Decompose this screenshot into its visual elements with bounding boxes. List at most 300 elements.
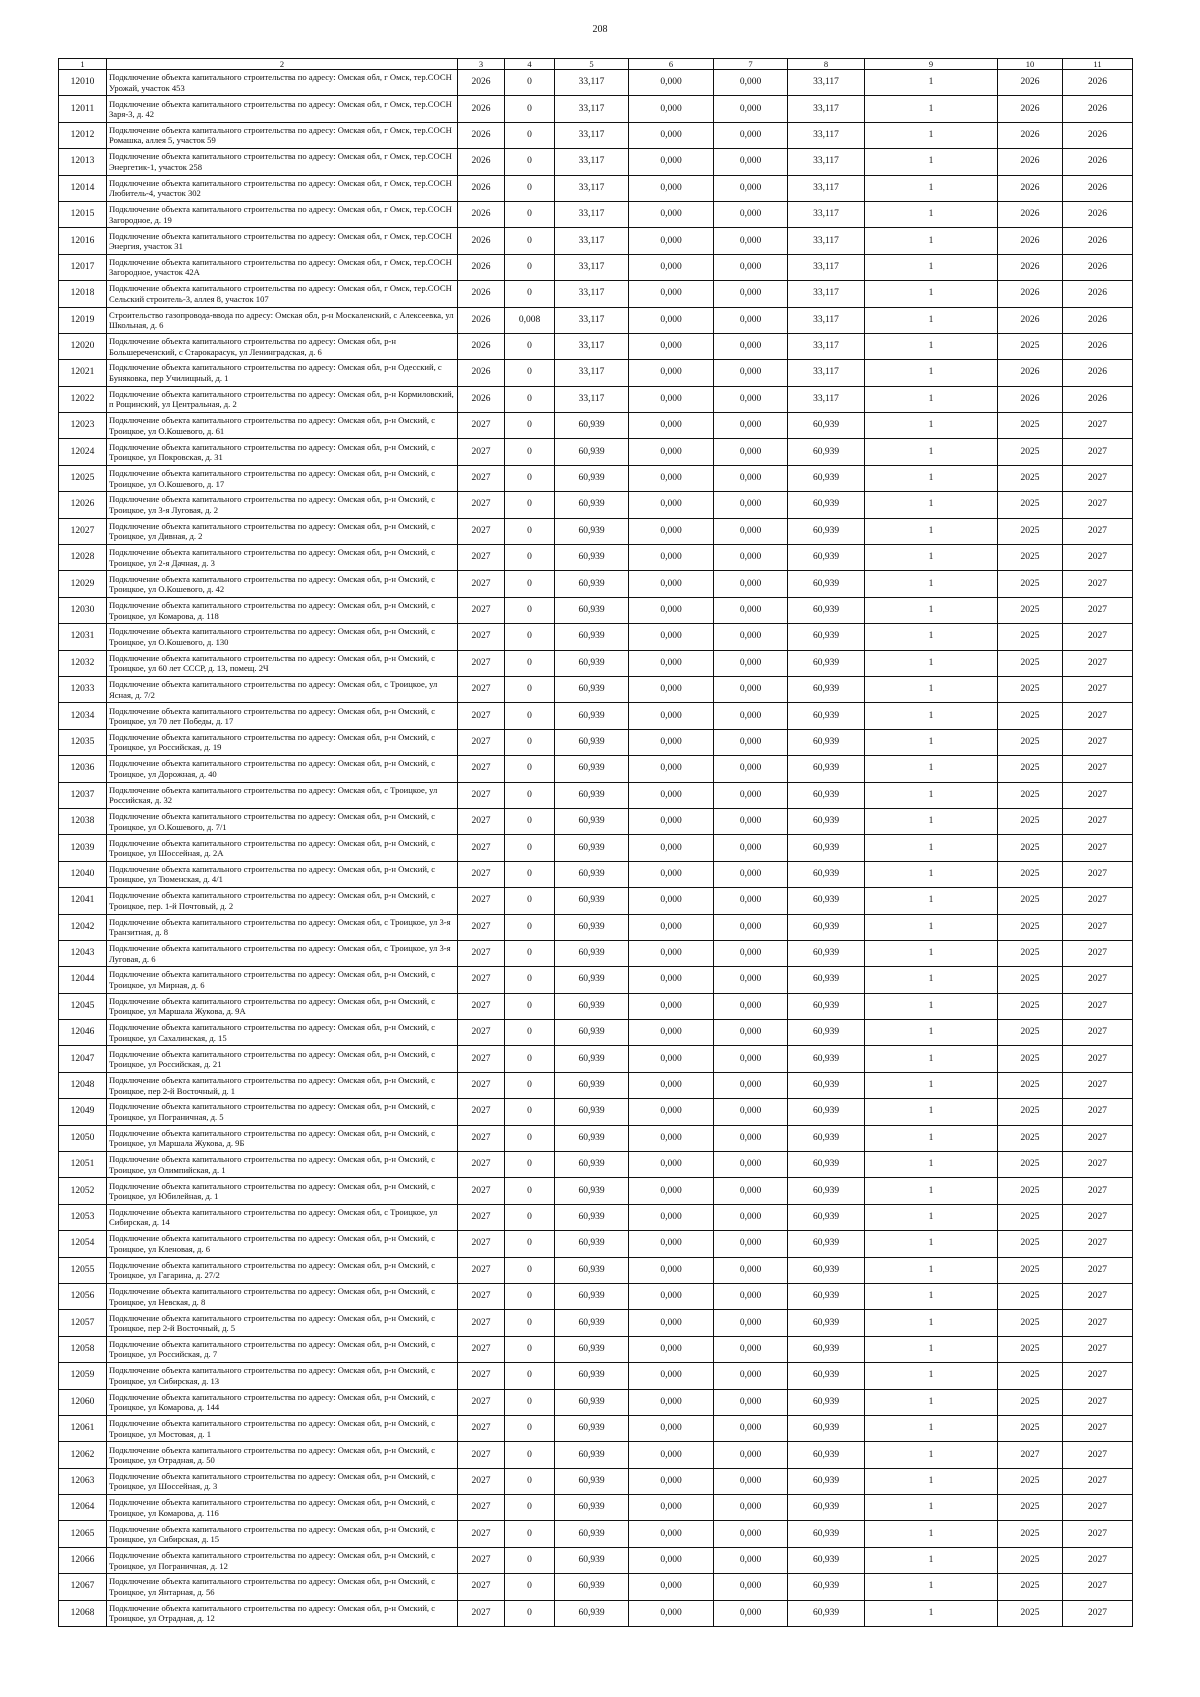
value-cell: 2025 <box>998 1257 1063 1283</box>
value-cell: 1 <box>865 228 998 254</box>
value-cell: 0,000 <box>714 1020 788 1046</box>
row-number-cell: 12024 <box>59 439 107 465</box>
value-cell: 0,000 <box>714 624 788 650</box>
value-cell: 0 <box>505 756 555 782</box>
value-cell: 2027 <box>1063 571 1133 597</box>
value-cell: 0 <box>505 122 555 148</box>
value-cell: 2027 <box>1063 914 1133 940</box>
row-number-cell: 12062 <box>59 1442 107 1468</box>
description-cell: Подключение объекта капитального строительства по адресу: Омская обл, р-н Омский, с Троицкое, ул Сибирская, д. 15 <box>107 1521 458 1547</box>
value-cell: 2026 <box>1063 281 1133 307</box>
value-cell: 0,000 <box>714 1495 788 1521</box>
value-cell: 2026 <box>998 254 1063 280</box>
row-number-cell: 12052 <box>59 1178 107 1204</box>
value-cell: 2025 <box>998 1204 1063 1230</box>
value-cell: 0 <box>505 1310 555 1336</box>
value-cell: 2027 <box>1063 676 1133 702</box>
table-row <box>59 149 1133 175</box>
value-cell: 0 <box>505 333 555 359</box>
value-cell: 60,939 <box>788 1046 865 1072</box>
description-cell: Подключение объекта капитального строительства по адресу: Омская обл, р-н Омский, с Троицкое, ул Шоссейная, д. 3 <box>107 1468 458 1494</box>
value-cell: 60,939 <box>555 888 629 914</box>
value-cell: 0 <box>505 650 555 676</box>
value-cell: 60,939 <box>788 729 865 755</box>
value-cell: 0,000 <box>629 967 714 993</box>
value-cell: 1 <box>865 465 998 491</box>
value-cell: 0,008 <box>505 307 555 333</box>
value-cell: 33,117 <box>788 228 865 254</box>
row-number-cell: 12025 <box>59 465 107 491</box>
value-cell: 60,939 <box>555 492 629 518</box>
value-cell: 2027 <box>1063 1363 1133 1389</box>
value-cell: 2025 <box>998 1152 1063 1178</box>
value-cell: 0,000 <box>714 940 788 966</box>
value-cell: 0,000 <box>629 940 714 966</box>
value-cell: 60,939 <box>788 650 865 676</box>
value-cell: 2027 <box>458 1574 505 1600</box>
value-cell: 2025 <box>998 1046 1063 1072</box>
description-cell: Подключение объекта капитального строительства по адресу: Омская обл, р-н Омский, с Троицкое, ул Дорожная, д. 40 <box>107 756 458 782</box>
row-number-cell: 12057 <box>59 1310 107 1336</box>
value-cell: 2025 <box>998 782 1063 808</box>
value-cell: 60,939 <box>788 1072 865 1098</box>
value-cell: 2025 <box>998 703 1063 729</box>
value-cell: 2027 <box>458 835 505 861</box>
value-cell: 60,939 <box>555 1283 629 1309</box>
value-cell: 2027 <box>1063 1468 1133 1494</box>
description-cell: Подключение объекта капитального строительства по адресу: Омская обл, г Омск, тер.СОСН Загородное, участок 42А <box>107 254 458 280</box>
value-cell: 0,000 <box>629 624 714 650</box>
value-cell: 2025 <box>998 835 1063 861</box>
value-cell: 60,939 <box>555 1468 629 1494</box>
description-cell: Подключение объекта капитального строительства по адресу: Омская обл, р-н Омский, с Троицкое, ул 60 лет СССР, д. 13, помещ. 2Ч <box>107 650 458 676</box>
value-cell: 2025 <box>998 1415 1063 1441</box>
value-cell: 0,000 <box>714 492 788 518</box>
value-cell: 2025 <box>998 1099 1063 1125</box>
value-cell: 2027 <box>458 571 505 597</box>
value-cell: 0,000 <box>629 914 714 940</box>
value-cell: 2026 <box>998 228 1063 254</box>
description-cell: Подключение объекта капитального строительства по адресу: Омская обл, р-н Омский, с Троицкое, ул Отрадная, д. 50 <box>107 1442 458 1468</box>
value-cell: 60,939 <box>555 967 629 993</box>
value-cell: 2027 <box>1063 1072 1133 1098</box>
value-cell: 2026 <box>998 149 1063 175</box>
value-cell: 0 <box>505 676 555 702</box>
value-cell: 2027 <box>458 1257 505 1283</box>
description-cell: Подключение объекта капитального строительства по адресу: Омская обл, р-н Омский, с Троицкое, ул Отрадная, д. 12 <box>107 1600 458 1626</box>
row-number-cell: 12037 <box>59 782 107 808</box>
value-cell: 60,939 <box>788 1336 865 1362</box>
value-cell: 0,000 <box>629 1389 714 1415</box>
value-cell: 1 <box>865 1600 998 1626</box>
value-cell: 0 <box>505 1468 555 1494</box>
value-cell: 2026 <box>458 281 505 307</box>
row-number-cell: 12011 <box>59 96 107 122</box>
value-cell: 2025 <box>998 756 1063 782</box>
value-cell: 0,000 <box>629 756 714 782</box>
value-cell: 0,000 <box>629 993 714 1019</box>
table-row <box>59 914 1133 940</box>
value-cell: 0 <box>505 1442 555 1468</box>
value-cell: 2026 <box>458 96 505 122</box>
value-cell: 2027 <box>458 1600 505 1626</box>
value-cell: 0 <box>505 201 555 227</box>
value-cell: 1 <box>865 545 998 571</box>
value-cell: 2027 <box>1063 967 1133 993</box>
description-cell: Подключение объекта капитального строительства по адресу: Омская обл, г Омск, тер.СОСН Ромашка, аллея 5, участок 59 <box>107 122 458 148</box>
value-cell: 60,939 <box>555 413 629 439</box>
description-cell: Подключение объекта капитального строительства по адресу: Омская обл, г Омск, тер.СОСН Энергетик-1, участок 258 <box>107 149 458 175</box>
row-number-cell: 12033 <box>59 676 107 702</box>
value-cell: 2027 <box>458 545 505 571</box>
value-cell: 0 <box>505 729 555 755</box>
description-cell: Подключение объекта капитального строительства по адресу: Омская обл, р-н Омский, с Троицкое, ул Сибирская, д. 13 <box>107 1363 458 1389</box>
value-cell: 60,939 <box>788 782 865 808</box>
value-cell: 60,939 <box>788 703 865 729</box>
table-row <box>59 1468 1133 1494</box>
value-cell: 60,939 <box>788 465 865 491</box>
value-cell: 0 <box>505 96 555 122</box>
value-cell: 33,117 <box>788 96 865 122</box>
table-body <box>59 70 1133 1627</box>
value-cell: 0,000 <box>714 597 788 623</box>
value-cell: 2027 <box>1063 1204 1133 1230</box>
value-cell: 60,939 <box>788 1415 865 1441</box>
value-cell: 0,000 <box>714 703 788 729</box>
value-cell: 2026 <box>1063 201 1133 227</box>
value-cell: 2025 <box>998 861 1063 887</box>
value-cell: 2027 <box>458 1547 505 1573</box>
value-cell: 2025 <box>998 1072 1063 1098</box>
value-cell: 60,939 <box>555 1574 629 1600</box>
value-cell: 60,939 <box>555 1521 629 1547</box>
value-cell: 0,000 <box>714 201 788 227</box>
value-cell: 0 <box>505 782 555 808</box>
description-cell: Подключение объекта капитального строительства по адресу: Омская обл, р-н Омский, с Троицкое, ул Гагарина, д. 27/2 <box>107 1257 458 1283</box>
value-cell: 0 <box>505 940 555 966</box>
value-cell: 2025 <box>998 1363 1063 1389</box>
value-cell: 0,000 <box>714 1152 788 1178</box>
table-row <box>59 70 1133 96</box>
value-cell: 2027 <box>458 597 505 623</box>
value-cell: 0,000 <box>714 1363 788 1389</box>
value-cell: 2027 <box>458 756 505 782</box>
value-cell: 0,000 <box>714 1099 788 1125</box>
table-row <box>59 1099 1133 1125</box>
value-cell: 60,939 <box>555 1152 629 1178</box>
value-cell: 60,939 <box>555 1178 629 1204</box>
value-cell: 0,000 <box>714 914 788 940</box>
value-cell: 60,939 <box>788 1574 865 1600</box>
value-cell: 60,939 <box>788 1099 865 1125</box>
value-cell: 1 <box>865 756 998 782</box>
value-cell: 60,939 <box>555 1363 629 1389</box>
table-row <box>59 1283 1133 1309</box>
value-cell: 60,939 <box>555 756 629 782</box>
value-cell: 1 <box>865 1495 998 1521</box>
value-cell: 1 <box>865 439 998 465</box>
value-cell: 0,000 <box>629 1310 714 1336</box>
value-cell: 2027 <box>1063 439 1133 465</box>
description-cell: Подключение объекта капитального строительства по адресу: Омская обл, р-н Омский, с Троицкое, ул Янтарная, д. 56 <box>107 1574 458 1600</box>
value-cell: 0,000 <box>714 465 788 491</box>
value-cell: 0,000 <box>714 439 788 465</box>
value-cell: 2027 <box>1063 703 1133 729</box>
table-header <box>59 59 1133 70</box>
value-cell: 0,000 <box>629 1152 714 1178</box>
value-cell: 0 <box>505 413 555 439</box>
table-row <box>59 1336 1133 1362</box>
value-cell: 60,939 <box>555 650 629 676</box>
row-number-cell: 12060 <box>59 1389 107 1415</box>
value-cell: 2027 <box>1063 1046 1133 1072</box>
value-cell: 0,000 <box>629 1125 714 1151</box>
value-cell: 2027 <box>458 650 505 676</box>
description-cell: Подключение объекта капитального строительства по адресу: Омская обл, р-н Омский, с Троицкое, ул 2-я Дачная, д. 3 <box>107 545 458 571</box>
value-cell: 0,000 <box>714 835 788 861</box>
value-cell: 1 <box>865 940 998 966</box>
value-cell: 60,939 <box>555 676 629 702</box>
value-cell: 60,939 <box>555 1020 629 1046</box>
column-header: 8 <box>788 59 865 70</box>
value-cell: 2027 <box>1063 465 1133 491</box>
table-row <box>59 1495 1133 1521</box>
value-cell: 2027 <box>458 1231 505 1257</box>
value-cell: 60,939 <box>788 518 865 544</box>
table-row <box>59 835 1133 861</box>
value-cell: 2027 <box>1063 492 1133 518</box>
table-row <box>59 1125 1133 1151</box>
value-cell: 2027 <box>458 1495 505 1521</box>
value-cell: 0,000 <box>714 1415 788 1441</box>
value-cell: 2027 <box>458 1178 505 1204</box>
description-cell: Подключение объекта капитального строительства по адресу: Омская обл, р-н Омский, с Троицкое, ул О.Кошевого, д. 7/1 <box>107 808 458 834</box>
description-cell: Подключение объекта капитального строительства по адресу: Омская обл, р-н Омский, с Троицкое, ул Невская, д. 8 <box>107 1283 458 1309</box>
value-cell: 0,000 <box>629 861 714 887</box>
table-row <box>59 676 1133 702</box>
description-cell: Подключение объекта капитального строительства по адресу: Омская обл, р-н Омский, с Троицкое, пер 2-й Восточный, д. 5 <box>107 1310 458 1336</box>
description-cell: Подключение объекта капитального строительства по адресу: Омская обл, с Троицкое, ул Российская, д. 32 <box>107 782 458 808</box>
value-cell: 2027 <box>1063 861 1133 887</box>
value-cell: 60,939 <box>788 624 865 650</box>
value-cell: 60,939 <box>555 518 629 544</box>
value-cell: 60,939 <box>555 729 629 755</box>
value-cell: 60,939 <box>788 1547 865 1573</box>
value-cell: 1 <box>865 1389 998 1415</box>
value-cell: 0,000 <box>714 386 788 412</box>
value-cell: 0 <box>505 1204 555 1230</box>
row-number-cell: 12021 <box>59 360 107 386</box>
table-row <box>59 1442 1133 1468</box>
value-cell: 0,000 <box>629 1072 714 1098</box>
value-cell: 0 <box>505 703 555 729</box>
value-cell: 1 <box>865 1415 998 1441</box>
row-number-cell: 12049 <box>59 1099 107 1125</box>
value-cell: 60,939 <box>555 1099 629 1125</box>
row-number-cell: 12050 <box>59 1125 107 1151</box>
value-cell: 0,000 <box>629 122 714 148</box>
value-cell: 60,939 <box>788 676 865 702</box>
value-cell: 2025 <box>998 729 1063 755</box>
value-cell: 2026 <box>1063 307 1133 333</box>
value-cell: 1 <box>865 650 998 676</box>
value-cell: 2027 <box>458 518 505 544</box>
value-cell: 0,000 <box>629 808 714 834</box>
value-cell: 1 <box>865 1257 998 1283</box>
value-cell: 0 <box>505 1363 555 1389</box>
value-cell: 0 <box>505 1389 555 1415</box>
description-cell: Подключение объекта капитального строительства по адресу: Омская обл, р-н Омский, с Троицкое, ул Комарова, д. 118 <box>107 597 458 623</box>
value-cell: 2027 <box>1063 1125 1133 1151</box>
value-cell: 60,939 <box>555 1204 629 1230</box>
value-cell: 60,939 <box>555 861 629 887</box>
value-cell: 2026 <box>1063 96 1133 122</box>
column-header: 4 <box>505 59 555 70</box>
value-cell: 0,000 <box>629 254 714 280</box>
value-cell: 2027 <box>458 1363 505 1389</box>
value-cell: 0,000 <box>629 1600 714 1626</box>
value-cell: 0,000 <box>714 1125 788 1151</box>
value-cell: 33,117 <box>788 360 865 386</box>
value-cell: 0,000 <box>629 1020 714 1046</box>
value-cell: 60,939 <box>788 756 865 782</box>
value-cell: 60,939 <box>788 1231 865 1257</box>
value-cell: 0 <box>505 835 555 861</box>
value-cell: 2027 <box>1063 1231 1133 1257</box>
value-cell: 2026 <box>1063 360 1133 386</box>
value-cell: 33,117 <box>555 281 629 307</box>
value-cell: 0,000 <box>629 676 714 702</box>
value-cell: 0,000 <box>714 122 788 148</box>
value-cell: 0 <box>505 1152 555 1178</box>
value-cell: 0,000 <box>629 835 714 861</box>
value-cell: 2025 <box>998 1389 1063 1415</box>
value-cell: 60,939 <box>788 1495 865 1521</box>
value-cell: 2027 <box>458 1046 505 1072</box>
description-cell: Подключение объекта капитального строительства по адресу: Омская обл, р-н Омский, с Троицкое, ул Комарова, д. 116 <box>107 1495 458 1521</box>
value-cell: 0 <box>505 1283 555 1309</box>
value-cell: 1 <box>865 1283 998 1309</box>
value-cell: 1 <box>865 175 998 201</box>
row-number-cell: 12039 <box>59 835 107 861</box>
value-cell: 1 <box>865 1231 998 1257</box>
value-cell: 0,000 <box>629 1442 714 1468</box>
description-cell: Подключение объекта капитального строительства по адресу: Омская обл, р-н Омский, с Троицкое, ул Российская, д. 19 <box>107 729 458 755</box>
value-cell: 0 <box>505 175 555 201</box>
value-cell: 0,000 <box>714 413 788 439</box>
value-cell: 60,939 <box>788 1257 865 1283</box>
value-cell: 2025 <box>998 571 1063 597</box>
value-cell: 0,000 <box>714 650 788 676</box>
value-cell: 0,000 <box>714 571 788 597</box>
value-cell: 0,000 <box>714 1204 788 1230</box>
description-cell: Подключение объекта капитального строительства по адресу: Омская обл, р-н Омский, с Троицкое, ул Маршала Жукова, д. 9Б <box>107 1125 458 1151</box>
value-cell: 60,939 <box>788 861 865 887</box>
table-row <box>59 1363 1133 1389</box>
value-cell: 0 <box>505 360 555 386</box>
row-number-cell: 12046 <box>59 1020 107 1046</box>
value-cell: 0,000 <box>714 1257 788 1283</box>
value-cell: 2026 <box>458 386 505 412</box>
value-cell: 0,000 <box>714 254 788 280</box>
row-number-cell: 12036 <box>59 756 107 782</box>
value-cell: 60,939 <box>555 571 629 597</box>
row-number-cell: 12061 <box>59 1415 107 1441</box>
value-cell: 2027 <box>1063 1495 1133 1521</box>
value-cell: 60,939 <box>788 1178 865 1204</box>
value-cell: 0 <box>505 149 555 175</box>
value-cell: 60,939 <box>788 545 865 571</box>
table-row <box>59 808 1133 834</box>
value-cell: 2026 <box>1063 386 1133 412</box>
table-row <box>59 307 1133 333</box>
row-number-cell: 12067 <box>59 1574 107 1600</box>
value-cell: 0 <box>505 861 555 887</box>
value-cell: 0 <box>505 465 555 491</box>
value-cell: 2027 <box>1063 1283 1133 1309</box>
value-cell: 0,000 <box>629 1204 714 1230</box>
value-cell: 2025 <box>998 1283 1063 1309</box>
value-cell: 2027 <box>1063 597 1133 623</box>
value-cell: 0,000 <box>629 1046 714 1072</box>
value-cell: 60,939 <box>788 808 865 834</box>
row-number-cell: 12065 <box>59 1521 107 1547</box>
value-cell: 33,117 <box>555 122 629 148</box>
table-row <box>59 413 1133 439</box>
description-cell: Подключение объекта капитального строительства по адресу: Омская обл, р-н Омский, с Троицкое, ул Пограничная, д. 5 <box>107 1099 458 1125</box>
value-cell: 0,000 <box>714 861 788 887</box>
value-cell: 2027 <box>458 914 505 940</box>
value-cell: 2025 <box>998 439 1063 465</box>
row-number-cell: 12047 <box>59 1046 107 1072</box>
description-cell: Подключение объекта капитального строительства по адресу: Омская обл, с Троицкое, ул 3-я Транзитная, д. 8 <box>107 914 458 940</box>
description-cell: Подключение объекта капитального строительства по адресу: Омская обл, г Омск, тер.СОСН Заря-3, д. 42 <box>107 96 458 122</box>
row-number-cell: 12018 <box>59 281 107 307</box>
row-number-cell: 12054 <box>59 1231 107 1257</box>
value-cell: 0,000 <box>714 228 788 254</box>
table-row <box>59 465 1133 491</box>
value-cell: 0 <box>505 439 555 465</box>
description-cell: Подключение объекта капитального строительства по адресу: Омская обл, г Омск, тер.СОСН Энергия, участок 31 <box>107 228 458 254</box>
table-row <box>59 1415 1133 1441</box>
description-cell: Подключение объекта капитального строительства по адресу: Омская обл, г Омск, тер.СОСН Загородное, д. 19 <box>107 201 458 227</box>
value-cell: 0 <box>505 228 555 254</box>
value-cell: 0,000 <box>629 1336 714 1362</box>
value-cell: 60,939 <box>555 1415 629 1441</box>
value-cell: 1 <box>865 1046 998 1072</box>
table-row <box>59 1257 1133 1283</box>
value-cell: 60,939 <box>555 1125 629 1151</box>
value-cell: 0 <box>505 967 555 993</box>
value-cell: 1 <box>865 1099 998 1125</box>
row-number-cell: 12059 <box>59 1363 107 1389</box>
table-row <box>59 175 1133 201</box>
row-number-cell: 12027 <box>59 518 107 544</box>
value-cell: 2027 <box>458 1415 505 1441</box>
value-cell: 0,000 <box>714 518 788 544</box>
value-cell: 2026 <box>998 175 1063 201</box>
value-cell: 1 <box>865 1152 998 1178</box>
value-cell: 1 <box>865 1521 998 1547</box>
value-cell: 1 <box>865 386 998 412</box>
description-cell: Строительство газопровода-ввода по адресу: Омская обл, р-н Москаленский, с Алексеевка, ул Школьная, д. 6 <box>107 307 458 333</box>
value-cell: 2027 <box>458 413 505 439</box>
value-cell: 2027 <box>458 1125 505 1151</box>
value-cell: 1 <box>865 1178 998 1204</box>
description-cell: Подключение объекта капитального строительства по адресу: Омская обл, р-н Омский, с Троицкое, ул Маршала Жукова, д. 9А <box>107 993 458 1019</box>
value-cell: 2026 <box>458 149 505 175</box>
value-cell: 1 <box>865 729 998 755</box>
